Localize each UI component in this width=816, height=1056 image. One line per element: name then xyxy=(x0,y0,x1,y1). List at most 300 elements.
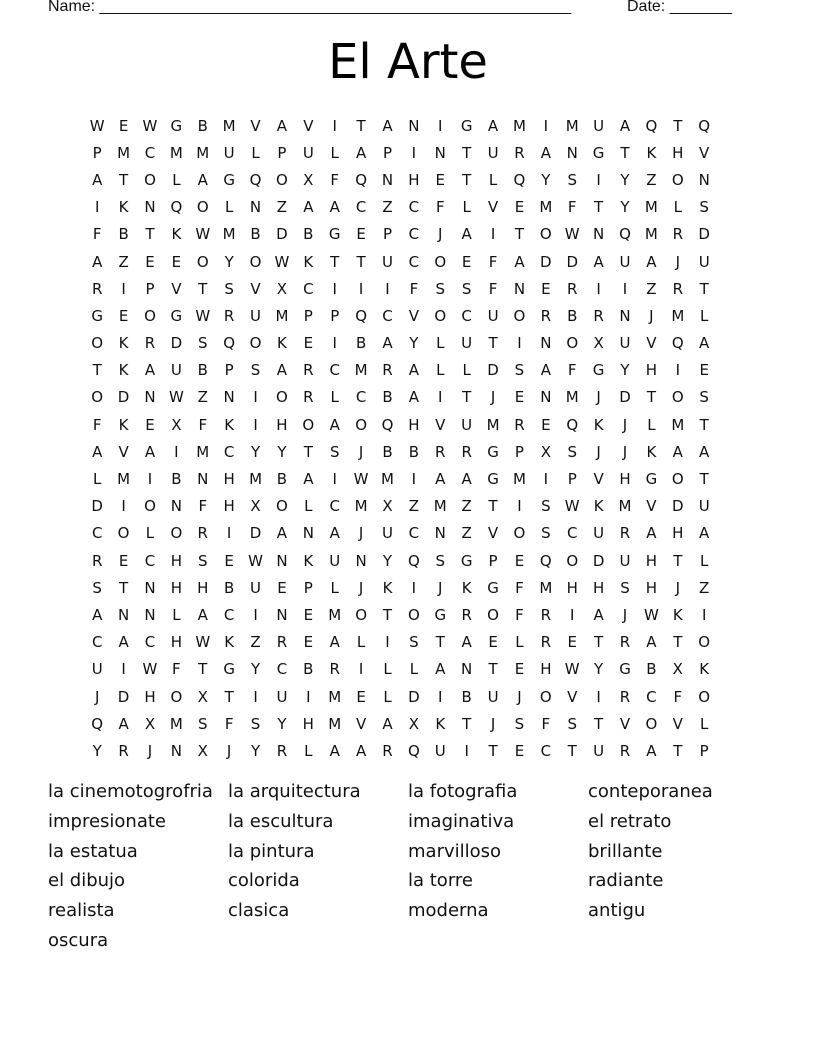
grid-letter: H xyxy=(223,497,235,516)
grid-letter: N xyxy=(593,225,605,244)
grid-letter: C xyxy=(276,660,288,679)
grid-letter: I xyxy=(517,497,522,516)
grid-letter: V xyxy=(699,143,710,162)
grid-letter: G xyxy=(592,361,605,380)
grid-letter: L xyxy=(172,170,181,189)
grid-letter: I xyxy=(411,143,417,162)
grid-letter: I xyxy=(253,687,258,706)
grid-letter: E xyxy=(541,279,551,298)
grid-letter: E xyxy=(514,551,525,570)
grid-letter: C xyxy=(646,687,657,706)
grid-letter: J xyxy=(438,225,443,244)
grid-letter: J xyxy=(94,687,100,706)
grid-letter: N xyxy=(566,143,578,162)
grid-letter: A xyxy=(355,143,367,162)
grid-letter: V xyxy=(408,306,420,325)
grid-letter: L xyxy=(93,470,102,489)
grid-letter: O xyxy=(170,524,183,543)
grid-letter: B xyxy=(303,225,314,244)
grid-letter: G xyxy=(619,660,631,679)
grid-letter: A xyxy=(646,633,657,652)
grid-letter: A xyxy=(461,225,472,244)
grid-letter: R xyxy=(91,279,103,298)
grid-letter: V xyxy=(672,714,683,733)
grid-letter: K xyxy=(303,252,314,271)
grid-letter: E xyxy=(356,687,366,706)
grid-letter: M xyxy=(169,143,183,162)
grid-letter: B xyxy=(355,334,367,353)
grid-letter: S xyxy=(461,279,472,298)
grid-letter: R xyxy=(619,633,631,652)
grid-letter: O xyxy=(91,334,104,353)
grid-letter: H xyxy=(408,415,420,434)
grid-letter: V xyxy=(646,497,657,516)
grid-letter: I xyxy=(253,605,258,624)
grid-letter: O xyxy=(170,687,183,706)
grid-letter: B xyxy=(646,660,657,679)
grid-letter: D xyxy=(487,361,499,380)
grid-letter: O xyxy=(196,198,209,217)
grid-letter: Q xyxy=(91,714,104,733)
grid-letter: Q xyxy=(407,741,420,760)
grid-letter: S xyxy=(224,279,234,298)
grid-letter: A xyxy=(646,252,657,271)
grid-letter: G xyxy=(487,470,499,489)
grid-letter: H xyxy=(566,578,578,597)
grid-letter: K xyxy=(277,334,287,353)
grid-letter: N xyxy=(170,497,182,516)
grid-letter: A xyxy=(382,334,393,353)
grid-letter: A xyxy=(329,741,340,760)
grid-letter: L xyxy=(172,605,181,624)
grid-letter: A xyxy=(593,605,604,624)
grid-letter: M xyxy=(117,143,131,162)
grid-letter: H xyxy=(408,170,420,189)
grid-letter: R xyxy=(567,279,578,298)
grid-letter: N xyxy=(540,388,552,407)
grid-letter: L xyxy=(700,714,709,733)
grid-letter: T xyxy=(594,633,604,652)
grid-letter: T xyxy=(699,279,709,298)
grid-letter: X xyxy=(593,334,604,353)
word-list-item: la cinemotogrofria xyxy=(48,781,213,802)
grid-letter: A xyxy=(540,361,551,380)
grid-letter: Z xyxy=(461,524,472,543)
grid-letter: Z xyxy=(699,578,710,597)
grid-letter: U xyxy=(276,687,288,706)
grid-letter: K xyxy=(224,415,235,434)
grid-letter: I xyxy=(385,633,390,652)
word-list-item: impresionate xyxy=(48,810,167,832)
grid-letter: O xyxy=(671,170,684,189)
grid-letter: R xyxy=(91,551,103,570)
grid-letter: L xyxy=(145,524,155,543)
grid-letter: V xyxy=(646,334,657,353)
grid-letter: R xyxy=(461,442,472,461)
grid-letter: I xyxy=(596,279,601,298)
grid-letter: M xyxy=(328,687,342,706)
grid-letter: G xyxy=(223,170,235,189)
grid-letter: A xyxy=(276,524,288,543)
grid-letter: O xyxy=(302,415,315,434)
grid-letter: P xyxy=(567,470,577,489)
grid-letter: B xyxy=(224,578,235,597)
grid-letter: N xyxy=(170,741,182,760)
grid-letter: K xyxy=(171,225,182,244)
grid-letter: Q xyxy=(355,306,367,325)
grid-letter: S xyxy=(620,578,630,597)
page-title: El Arte xyxy=(328,34,488,90)
grid-letter: A xyxy=(276,116,288,135)
grid-letter: D xyxy=(408,687,420,706)
grid-letter: X xyxy=(408,714,420,733)
grid-letter: Y xyxy=(277,442,287,461)
grid-letter: E xyxy=(488,633,498,652)
grid-letter: G xyxy=(434,605,447,624)
grid-letter: T xyxy=(119,170,129,189)
grid-letter: M xyxy=(117,470,131,489)
grid-letter: I xyxy=(94,198,100,217)
grid-letter: I xyxy=(121,660,126,679)
grid-letter: S xyxy=(699,198,709,217)
grid-letter: M xyxy=(222,225,236,244)
grid-letter: O xyxy=(698,633,711,652)
grid-letter: T xyxy=(303,442,313,461)
grid-letter: E xyxy=(303,633,314,652)
grid-letter: I xyxy=(385,279,390,298)
grid-letter: Z xyxy=(646,170,657,189)
grid-letter: X xyxy=(171,415,182,434)
word-list-item: brillante xyxy=(588,840,663,862)
grid-letter: H xyxy=(645,551,658,570)
grid-letter: T xyxy=(620,143,630,162)
grid-letter: O xyxy=(487,605,499,624)
grid-letter: A xyxy=(144,361,156,380)
grid-letter: I xyxy=(253,388,258,407)
grid-letter: H xyxy=(592,578,605,597)
grid-letter: C xyxy=(223,442,235,461)
grid-letter: H xyxy=(144,687,156,706)
grid-letter: B xyxy=(382,388,393,407)
grid-letter: A xyxy=(276,361,288,380)
grid-letter: A xyxy=(118,714,129,733)
grid-letter: Z xyxy=(118,252,129,271)
word-list-item: moderna xyxy=(408,900,489,922)
grid-letter: M xyxy=(671,306,685,325)
grid-letter: I xyxy=(464,741,469,760)
grid-letter: Z xyxy=(382,198,393,217)
grid-letter: G xyxy=(487,578,499,597)
grid-letter: J xyxy=(622,415,628,434)
grid-letter: R xyxy=(672,279,683,298)
grid-letter: C xyxy=(91,633,103,652)
grid-letter: Y xyxy=(224,252,234,271)
grid-letter: M xyxy=(433,497,447,516)
grid-letter: T xyxy=(488,741,498,760)
grid-letter: I xyxy=(358,279,364,298)
grid-letter: I xyxy=(411,578,417,597)
grid-letter: T xyxy=(356,116,366,135)
grid-letter: G xyxy=(170,306,183,325)
grid-letter: I xyxy=(147,470,153,489)
grid-letter: Z xyxy=(197,388,208,407)
grid-letter: Q xyxy=(698,116,711,135)
grid-letter: T xyxy=(145,225,155,244)
grid-letter: C xyxy=(223,605,235,624)
header-line xyxy=(48,0,748,20)
grid-letter: J xyxy=(490,388,496,407)
grid-letter: A xyxy=(329,524,340,543)
grid-letter: S xyxy=(409,633,419,652)
grid-letter: O xyxy=(434,252,447,271)
grid-letter: B xyxy=(250,225,261,244)
grid-letter: Y xyxy=(92,741,102,760)
grid-letter: C xyxy=(329,361,340,380)
grid-letter: B xyxy=(171,470,182,489)
grid-letter: R xyxy=(382,361,393,380)
grid-letter: S xyxy=(435,279,446,298)
grid-letter: A xyxy=(329,633,340,652)
grid-letter: R xyxy=(461,605,472,624)
grid-letter: R xyxy=(514,143,525,162)
grid-letter: A xyxy=(514,252,525,271)
grid-letter: H xyxy=(645,361,658,380)
grid-letter: G xyxy=(460,551,473,570)
grid-letter: T xyxy=(92,361,102,380)
grid-letter: T xyxy=(330,252,340,271)
grid-letter: O xyxy=(698,687,711,706)
grid-letter: D xyxy=(276,225,288,244)
grid-letter: R xyxy=(435,442,446,461)
grid-letter: O xyxy=(539,687,552,706)
grid-letter: E xyxy=(118,551,129,570)
grid-letter: N xyxy=(197,470,209,489)
grid-letter: W xyxy=(142,660,158,679)
grid-letter: W xyxy=(564,660,580,679)
grid-letter: M xyxy=(196,143,210,162)
grid-letter: N xyxy=(276,551,288,570)
grid-letter: U xyxy=(329,551,341,570)
grid-letter: T xyxy=(435,633,445,652)
grid-letter: U xyxy=(250,578,262,597)
grid-letter: W xyxy=(564,497,580,516)
grid-letter: A xyxy=(92,605,103,624)
grid-letter: X xyxy=(540,442,551,461)
grid-letter: I xyxy=(438,687,443,706)
grid-letter: W xyxy=(89,116,105,135)
grid-letter: P xyxy=(303,578,313,597)
grid-letter: Q xyxy=(381,415,394,434)
grid-letter: Q xyxy=(170,198,183,217)
grid-letter: S xyxy=(514,361,525,380)
grid-letter: K xyxy=(699,660,710,679)
grid-letter: Q xyxy=(249,170,262,189)
grid-letter: F xyxy=(409,279,419,298)
grid-letter: S xyxy=(92,578,102,597)
grid-letter: R xyxy=(118,741,129,760)
grid-letter: O xyxy=(355,415,367,434)
grid-letter: O xyxy=(144,170,156,189)
grid-letter: C xyxy=(355,388,367,407)
grid-letter: L xyxy=(515,633,524,652)
grid-letter: P xyxy=(277,143,287,162)
grid-letter: R xyxy=(276,741,288,760)
grid-letter: G xyxy=(487,442,499,461)
grid-letter: C xyxy=(408,198,420,217)
grid-letter: I xyxy=(517,334,522,353)
grid-letter: X xyxy=(197,687,208,706)
grid-letter: O xyxy=(671,470,684,489)
grid-letter: B xyxy=(461,687,472,706)
grid-letter: U xyxy=(487,143,499,162)
name-field-label: Name: _____________________________________________________ xyxy=(48,0,572,15)
grid-letter: V xyxy=(171,279,182,298)
grid-letter: L xyxy=(330,578,339,597)
grid-letter: I xyxy=(253,415,258,434)
grid-letter: G xyxy=(592,143,605,162)
grid-letter: L xyxy=(462,198,471,217)
grid-letter: S xyxy=(541,524,551,543)
grid-letter: L xyxy=(700,306,709,325)
grid-letter: I xyxy=(358,660,364,679)
grid-letter: C xyxy=(144,143,156,162)
grid-letter: D xyxy=(698,225,710,244)
grid-letter: M xyxy=(328,714,342,733)
grid-letter: E xyxy=(514,198,525,217)
grid-letter: H xyxy=(619,470,631,489)
grid-letter: O xyxy=(407,605,420,624)
grid-letter: A xyxy=(487,116,499,135)
grid-letter: H xyxy=(197,578,209,597)
grid-letter: M xyxy=(671,415,685,434)
grid-letter: N xyxy=(619,306,631,325)
grid-letter: M xyxy=(512,470,526,489)
grid-letter: X xyxy=(197,741,208,760)
grid-letter: R xyxy=(144,334,156,353)
grid-letter: Q xyxy=(513,170,526,189)
grid-letter: P xyxy=(330,306,340,325)
grid-letter: Y xyxy=(594,660,604,679)
grid-letter: M xyxy=(486,415,500,434)
grid-letter: S xyxy=(541,497,551,516)
grid-letter: N xyxy=(144,388,156,407)
grid-letter: A xyxy=(144,442,156,461)
grid-letter: F xyxy=(673,687,683,706)
grid-letter: K xyxy=(118,361,129,380)
grid-letter: B xyxy=(118,225,129,244)
grid-letter: E xyxy=(514,388,525,407)
word-list-item: el retrato xyxy=(588,810,672,832)
grid-letter: K xyxy=(118,198,129,217)
grid-letter: I xyxy=(490,225,496,244)
grid-letter: N xyxy=(434,524,446,543)
grid-letter: Y xyxy=(250,442,261,461)
grid-letter: O xyxy=(566,551,579,570)
grid-letter: K xyxy=(646,143,657,162)
grid-letter: D xyxy=(91,497,103,516)
grid-letter: T xyxy=(198,660,208,679)
grid-letter: T xyxy=(488,497,498,516)
grid-letter: M xyxy=(618,497,632,516)
grid-letter: I xyxy=(332,470,337,489)
grid-letter: J xyxy=(147,741,153,760)
grid-letter: U xyxy=(487,687,499,706)
grid-letter: J xyxy=(438,578,443,597)
grid-letter: K xyxy=(672,605,683,624)
grid-letter: T xyxy=(198,279,208,298)
grid-letter: T xyxy=(673,741,683,760)
grid-letter: M xyxy=(354,361,368,380)
grid-letter: I xyxy=(174,442,179,461)
grid-letter: M xyxy=(354,497,368,516)
grid-letter: F xyxy=(488,252,498,271)
grid-letter: I xyxy=(438,116,443,135)
grid-letter: K xyxy=(118,415,129,434)
word-list-item: la arquitectura xyxy=(228,781,361,802)
grid-letter: J xyxy=(622,442,628,461)
grid-letter: U xyxy=(461,334,473,353)
grid-letter: S xyxy=(197,334,208,353)
grid-letter: A xyxy=(461,470,472,489)
grid-letter: T xyxy=(699,470,709,489)
grid-letter: R xyxy=(382,741,393,760)
grid-letter: R xyxy=(276,633,288,652)
grid-letter: V xyxy=(118,442,129,461)
grid-letter: O xyxy=(249,334,262,353)
grid-letter: N xyxy=(302,524,314,543)
grid-letter: A xyxy=(92,252,103,271)
grid-letter: L xyxy=(304,497,313,516)
grid-letter: E xyxy=(303,605,314,624)
grid-letter: C xyxy=(461,306,472,325)
grid-letter: V xyxy=(435,415,446,434)
grid-letter: H xyxy=(540,660,552,679)
grid-letter: O xyxy=(144,306,156,325)
grid-letter: C xyxy=(408,252,420,271)
grid-letter: D xyxy=(117,687,130,706)
grid-letter: M xyxy=(644,198,658,217)
grid-letter: U xyxy=(434,741,446,760)
grid-letter: C xyxy=(144,633,156,652)
grid-letter: M xyxy=(539,578,553,597)
grid-letter: E xyxy=(514,741,525,760)
grid-letter: O xyxy=(249,252,262,271)
grid-letter: C xyxy=(303,279,314,298)
grid-letter: K xyxy=(646,442,657,461)
grid-letter: T xyxy=(488,660,498,679)
grid-letter: O xyxy=(276,170,288,189)
grid-letter: O xyxy=(117,524,130,543)
grid-letter: N xyxy=(540,334,552,353)
grid-letter: E xyxy=(118,116,129,135)
grid-letter: R xyxy=(540,633,552,652)
grid-letter: E xyxy=(171,252,182,271)
grid-letter: D xyxy=(117,388,130,407)
grid-letter: F xyxy=(567,198,577,217)
grid-letter: E xyxy=(461,252,472,271)
grid-letter: C xyxy=(355,198,367,217)
grid-letter: E xyxy=(567,633,577,652)
grid-letter: L xyxy=(700,551,709,570)
grid-letter: I xyxy=(701,605,707,624)
grid-letter: U xyxy=(170,361,182,380)
grid-letter: U xyxy=(461,415,473,434)
date-field-label: Date: _______ xyxy=(627,0,732,15)
grid-letter: S xyxy=(197,551,208,570)
grid-letter: D xyxy=(249,524,262,543)
grid-letter: W xyxy=(564,225,580,244)
grid-letter: L xyxy=(356,633,366,652)
